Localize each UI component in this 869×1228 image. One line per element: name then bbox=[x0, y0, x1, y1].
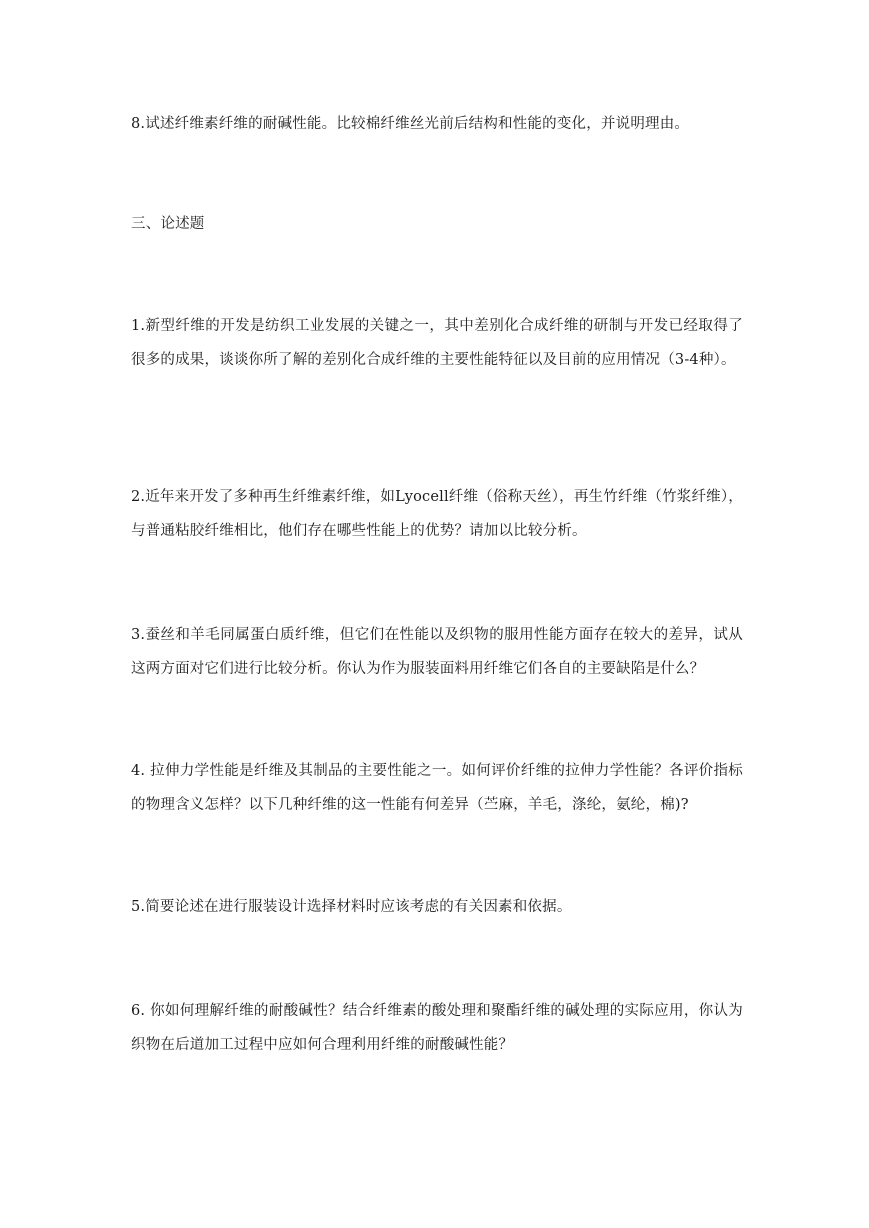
section-3-heading: 三、论述题 bbox=[131, 216, 205, 232]
essay-question-6 bbox=[131, 994, 743, 1062]
essay-question-4 bbox=[131, 754, 743, 822]
question-8 bbox=[131, 107, 743, 141]
essay-question-4-text: 4. 拉伸力学性能是纤维及其制品的主要性能之一。如何评价纤维的拉伸力学性能？各评价指标的物理含义怎样？以下几种纤维的这一性能有何差异（苎麻，羊毛，涤纶，氨纶，棉)? bbox=[131, 763, 743, 813]
essay-question-2-text: 2.近年来开发了多种再生纤维素纤维，如Lyocell纤维（俗称天丝），再生竹纤维（竹浆纤维），与普通粘胶纤维相比，他们存在哪些性能上的优势？请加以比较分析。 bbox=[131, 489, 744, 539]
essay-question-1 bbox=[131, 309, 743, 377]
essay-question-5-text: 5.简要论述在进行服装设计选择材料时应该考虑的有关因素和依据。 bbox=[131, 899, 572, 915]
essay-question-3-text: 3.蚕丝和羊毛同属蛋白质纤维，但它们在性能以及织物的服用性能方面存在较大的差异，试从这两方面对它们进行比较分析。你认为作为服装面料用纤维它们各自的主要缺陷是什么？ bbox=[131, 627, 743, 677]
section-3-heading-block bbox=[131, 207, 743, 241]
essay-question-3 bbox=[131, 618, 743, 686]
essay-question-5 bbox=[131, 890, 743, 924]
essay-question-2 bbox=[131, 480, 743, 548]
essay-question-6-text: 6. 你如何理解纤维的耐酸碱性？结合纤维素的酸处理和聚酯纤维的碱处理的实际应用，你认为织物在后道加工过程中应如何合理利用纤维的耐酸碱性能？ bbox=[131, 1003, 743, 1053]
essay-question-1-text: 1.新型纤维的开发是纺织工业发展的关键之一，其中差别化合成纤维的研制与开发已经取得了很多的成果，谈谈你所了解的差别化合成纤维的主要性能特征以及目前的应用情况（3-4种）。 bbox=[131, 318, 743, 368]
question-8-text: 8.试述纤维素纤维的耐碱性能。比较棉纤维丝光前后结构和性能的变化，并说明理由。 bbox=[131, 116, 690, 132]
